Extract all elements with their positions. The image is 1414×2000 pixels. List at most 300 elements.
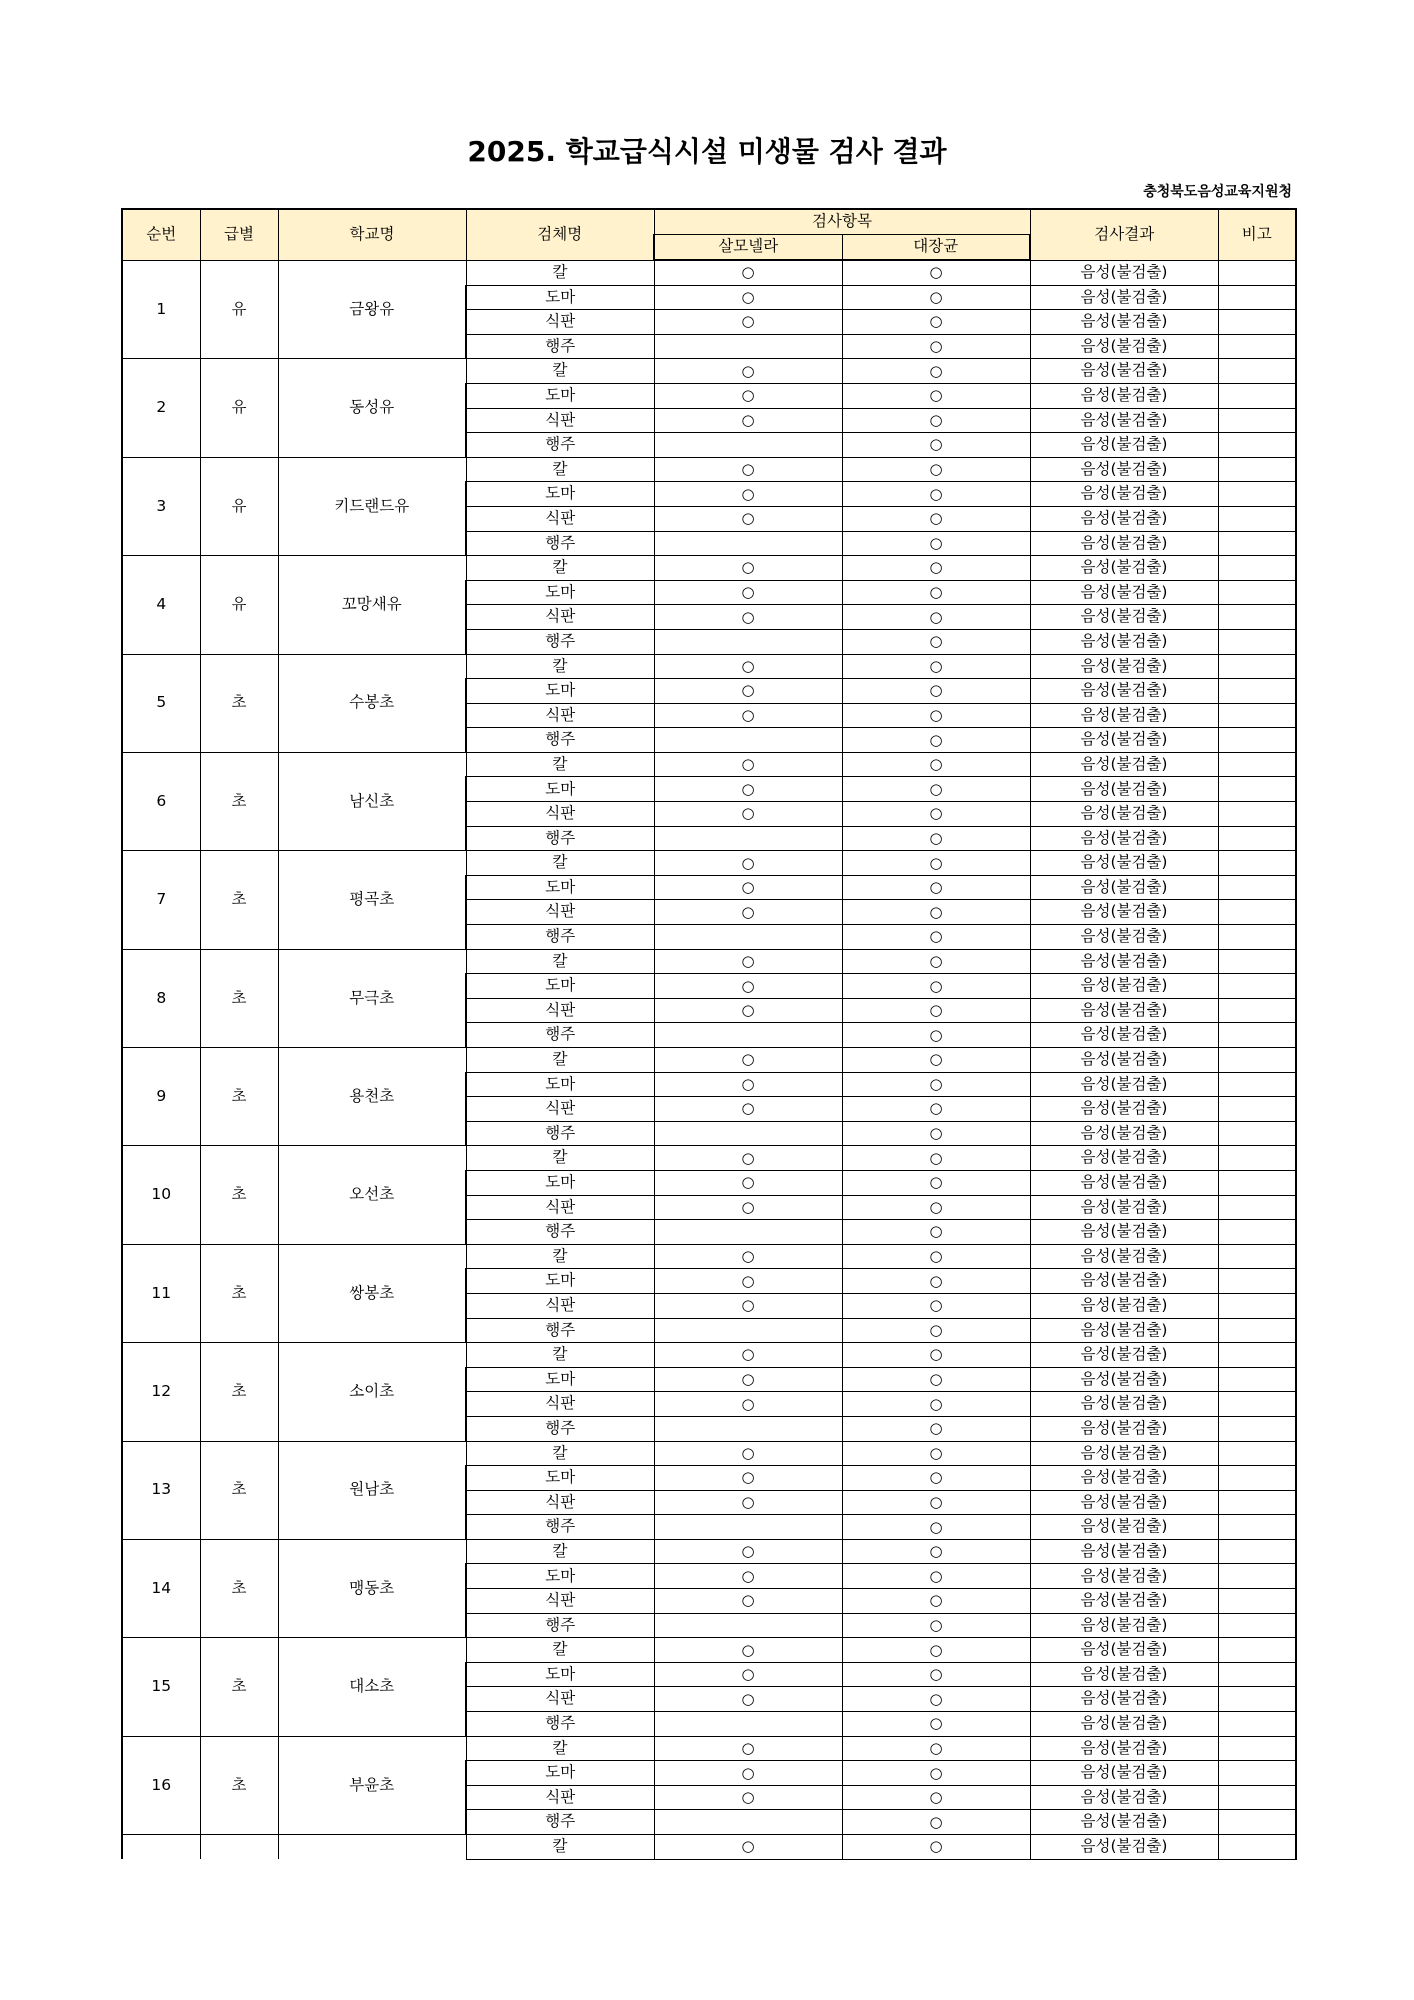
ecoli-mark: ○ (842, 1810, 1030, 1835)
specimen-name: 식판 (466, 1293, 654, 1318)
specimen-name: 칼 (466, 1343, 654, 1368)
note-cell (1218, 482, 1296, 507)
salmonella-mark: ○ (654, 654, 842, 679)
specimen-name: 식판 (466, 1195, 654, 1220)
specimen-name: 식판 (466, 998, 654, 1023)
header-no: 순번 (122, 209, 200, 260)
note-cell (1218, 826, 1296, 851)
result-value: 음성(불검출) (1030, 1293, 1218, 1318)
result-value: 음성(불검출) (1030, 629, 1218, 654)
table-row (122, 1048, 1296, 1073)
note-cell (1218, 310, 1296, 335)
ecoli-mark: ○ (842, 1638, 1030, 1663)
result-value: 음성(불검출) (1030, 925, 1218, 950)
note-cell (1218, 1712, 1296, 1737)
school-name: 오선초 (278, 1146, 466, 1244)
result-value: 음성(불검출) (1030, 1564, 1218, 1589)
table-row (122, 1835, 1296, 1860)
result-value: 음성(불검출) (1030, 998, 1218, 1023)
specimen-name: 행주 (466, 1220, 654, 1245)
ecoli-mark: ○ (842, 1023, 1030, 1048)
ecoli-mark: ○ (842, 728, 1030, 753)
result-value: 음성(불검출) (1030, 1835, 1218, 1860)
note-cell (1218, 1392, 1296, 1417)
salmonella-mark: ○ (654, 1343, 842, 1368)
result-value: 음성(불검출) (1030, 1318, 1218, 1343)
ecoli-mark: ○ (842, 260, 1030, 285)
salmonella-mark: ○ (654, 580, 842, 605)
ecoli-mark: ○ (842, 482, 1030, 507)
salmonella-mark: ○ (654, 1244, 842, 1269)
header-specimen: 검체명 (466, 209, 654, 260)
salmonella-mark: ○ (654, 1367, 842, 1392)
ecoli-mark: ○ (842, 1244, 1030, 1269)
ecoli-mark: ○ (842, 1293, 1030, 1318)
table-row (122, 851, 1296, 876)
ecoli-mark: ○ (842, 998, 1030, 1023)
salmonella-mark: ○ (654, 777, 842, 802)
note-cell (1218, 802, 1296, 827)
salmonella-mark: ○ (654, 1466, 842, 1491)
salmonella-mark: ○ (654, 949, 842, 974)
ecoli-mark: ○ (842, 875, 1030, 900)
school-name: 평곡초 (278, 851, 466, 949)
school-no: 3 (122, 457, 200, 555)
ecoli-mark: ○ (842, 605, 1030, 630)
school-no: 2 (122, 359, 200, 457)
specimen-name: 행주 (466, 1023, 654, 1048)
ecoli-mark: ○ (842, 851, 1030, 876)
ecoli-mark: ○ (842, 1687, 1030, 1712)
result-value: 음성(불검출) (1030, 1343, 1218, 1368)
result-value: 음성(불검출) (1030, 1048, 1218, 1073)
note-cell (1218, 1048, 1296, 1073)
school-no: 15 (122, 1638, 200, 1736)
salmonella-mark: ○ (654, 703, 842, 728)
result-value: 음성(불검출) (1030, 1367, 1218, 1392)
salmonella-mark: ○ (654, 1638, 842, 1663)
specimen-name: 칼 (466, 359, 654, 384)
salmonella-mark: ○ (654, 998, 842, 1023)
salmonella-mark: ○ (654, 408, 842, 433)
school-grade: 유 (200, 260, 278, 359)
table-row (122, 1638, 1296, 1663)
salmonella-mark: ○ (654, 359, 842, 384)
ecoli-mark: ○ (842, 925, 1030, 950)
result-value: 음성(불검출) (1030, 383, 1218, 408)
result-value: 음성(불검출) (1030, 777, 1218, 802)
note-cell (1218, 1343, 1296, 1368)
note-cell (1218, 875, 1296, 900)
ecoli-mark: ○ (842, 1367, 1030, 1392)
school-name: 키드랜드유 (278, 457, 466, 555)
school-name: 꼬망새유 (278, 556, 466, 654)
result-value: 음성(불검출) (1030, 1589, 1218, 1614)
result-value: 음성(불검출) (1030, 531, 1218, 556)
specimen-name: 도마 (466, 1662, 654, 1687)
salmonella-mark: ○ (654, 1736, 842, 1761)
ecoli-mark: ○ (842, 1048, 1030, 1073)
note-cell (1218, 1638, 1296, 1663)
ecoli-mark: ○ (842, 531, 1030, 556)
salmonella-mark: ○ (654, 285, 842, 310)
school-grade: 초 (200, 949, 278, 1047)
note-cell (1218, 1244, 1296, 1269)
ecoli-mark: ○ (842, 556, 1030, 581)
note-cell (1218, 777, 1296, 802)
note-cell (1218, 359, 1296, 384)
specimen-name: 행주 (466, 334, 654, 359)
salmonella-mark: ○ (654, 1662, 842, 1687)
ecoli-mark: ○ (842, 1490, 1030, 1515)
result-value: 음성(불검출) (1030, 1736, 1218, 1761)
salmonella-mark (654, 1416, 842, 1441)
result-value: 음성(불검출) (1030, 802, 1218, 827)
note-cell (1218, 1072, 1296, 1097)
school-name: 무극초 (278, 949, 466, 1047)
salmonella-mark (654, 1613, 842, 1638)
note-cell (1218, 1835, 1296, 1860)
result-value: 음성(불검출) (1030, 1023, 1218, 1048)
specimen-name: 도마 (466, 580, 654, 605)
ecoli-mark: ○ (842, 285, 1030, 310)
specimen-name: 칼 (466, 1736, 654, 1761)
ecoli-mark: ○ (842, 580, 1030, 605)
salmonella-mark: ○ (654, 1589, 842, 1614)
result-value: 음성(불검출) (1030, 1146, 1218, 1171)
specimen-name: 도마 (466, 1564, 654, 1589)
salmonella-mark (654, 1121, 842, 1146)
table-row (122, 1736, 1296, 1761)
result-value: 음성(불검출) (1030, 482, 1218, 507)
ecoli-mark: ○ (842, 1613, 1030, 1638)
ecoli-mark: ○ (842, 654, 1030, 679)
school-no: 6 (122, 752, 200, 850)
ecoli-mark: ○ (842, 383, 1030, 408)
specimen-name: 식판 (466, 605, 654, 630)
note-cell (1218, 1785, 1296, 1810)
salmonella-mark (654, 1810, 842, 1835)
salmonella-mark: ○ (654, 260, 842, 285)
result-value: 음성(불검출) (1030, 851, 1218, 876)
specimen-name: 행주 (466, 1613, 654, 1638)
note-cell (1218, 457, 1296, 482)
specimen-name: 식판 (466, 900, 654, 925)
result-value: 음성(불검출) (1030, 1097, 1218, 1122)
table-row (122, 359, 1296, 384)
ecoli-mark: ○ (842, 1269, 1030, 1294)
result-value: 음성(불검출) (1030, 1072, 1218, 1097)
school-grade: 초 (200, 851, 278, 949)
ecoli-mark: ○ (842, 1220, 1030, 1245)
specimen-name: 칼 (466, 1146, 654, 1171)
ecoli-mark: ○ (842, 802, 1030, 827)
specimen-name: 도마 (466, 383, 654, 408)
note-cell (1218, 1293, 1296, 1318)
result-value: 음성(불검출) (1030, 1785, 1218, 1810)
school-grade: 초 (200, 1048, 278, 1146)
school-name: 대소초 (278, 1638, 466, 1736)
specimen-name: 행주 (466, 1810, 654, 1835)
specimen-name: 식판 (466, 703, 654, 728)
result-value: 음성(불검출) (1030, 826, 1218, 851)
school-name (278, 1835, 466, 1860)
note-cell (1218, 1220, 1296, 1245)
school-grade: 초 (200, 1343, 278, 1441)
ecoli-mark: ○ (842, 777, 1030, 802)
specimen-name: 도마 (466, 679, 654, 704)
note-cell (1218, 1318, 1296, 1343)
table-row (122, 1146, 1296, 1171)
salmonella-mark (654, 433, 842, 458)
result-value: 음성(불검출) (1030, 457, 1218, 482)
salmonella-mark (654, 1220, 842, 1245)
salmonella-mark (654, 826, 842, 851)
salmonella-mark: ○ (654, 1170, 842, 1195)
issuer-label: 충청북도음성교육지원청 (1143, 184, 1292, 200)
salmonella-mark: ○ (654, 1072, 842, 1097)
school-grade: 유 (200, 359, 278, 457)
result-value: 음성(불검출) (1030, 556, 1218, 581)
ecoli-mark: ○ (842, 1564, 1030, 1589)
specimen-name: 칼 (466, 1835, 654, 1860)
ecoli-mark: ○ (842, 949, 1030, 974)
ecoli-mark: ○ (842, 1662, 1030, 1687)
result-value: 음성(불검출) (1030, 875, 1218, 900)
note-cell (1218, 1539, 1296, 1564)
result-value: 음성(불검출) (1030, 506, 1218, 531)
note-cell (1218, 654, 1296, 679)
result-value: 음성(불검출) (1030, 1810, 1218, 1835)
salmonella-mark: ○ (654, 1269, 842, 1294)
note-cell (1218, 1810, 1296, 1835)
specimen-name: 식판 (466, 506, 654, 531)
school-name: 용천초 (278, 1048, 466, 1146)
specimen-name: 칼 (466, 1048, 654, 1073)
specimen-name: 칼 (466, 1638, 654, 1663)
note-cell (1218, 556, 1296, 581)
salmonella-mark (654, 1318, 842, 1343)
note-cell (1218, 949, 1296, 974)
result-value: 음성(불검출) (1030, 949, 1218, 974)
table-row (122, 556, 1296, 581)
note-cell (1218, 383, 1296, 408)
specimen-name: 행주 (466, 433, 654, 458)
note-cell (1218, 1097, 1296, 1122)
result-value: 음성(불검출) (1030, 1662, 1218, 1687)
ecoli-mark: ○ (842, 506, 1030, 531)
specimen-name: 칼 (466, 752, 654, 777)
note-cell (1218, 605, 1296, 630)
result-value: 음성(불검출) (1030, 433, 1218, 458)
school-no (122, 1835, 200, 1860)
specimen-name: 식판 (466, 1392, 654, 1417)
school-grade: 초 (200, 1244, 278, 1342)
result-value: 음성(불검출) (1030, 1687, 1218, 1712)
ecoli-mark: ○ (842, 826, 1030, 851)
note-cell (1218, 703, 1296, 728)
school-grade: 유 (200, 457, 278, 555)
result-value: 음성(불검출) (1030, 1416, 1218, 1441)
salmonella-mark: ○ (654, 1441, 842, 1466)
salmonella-mark: ○ (654, 1146, 842, 1171)
note-cell (1218, 1589, 1296, 1614)
note-cell (1218, 1146, 1296, 1171)
table-row (122, 260, 1296, 285)
result-value: 음성(불검출) (1030, 260, 1218, 285)
note-cell (1218, 260, 1296, 285)
school-no: 5 (122, 654, 200, 752)
specimen-name: 행주 (466, 1416, 654, 1441)
school-name: 원남초 (278, 1441, 466, 1539)
salmonella-mark: ○ (654, 1687, 842, 1712)
salmonella-mark: ○ (654, 1539, 842, 1564)
result-value: 음성(불검출) (1030, 1392, 1218, 1417)
note-cell (1218, 1515, 1296, 1540)
note-cell (1218, 1662, 1296, 1687)
school-grade: 초 (200, 654, 278, 752)
note-cell (1218, 851, 1296, 876)
salmonella-mark: ○ (654, 1761, 842, 1786)
specimen-name: 도마 (466, 875, 654, 900)
salmonella-mark: ○ (654, 310, 842, 335)
result-value: 음성(불검출) (1030, 752, 1218, 777)
result-value: 음성(불검출) (1030, 1761, 1218, 1786)
header-grade: 급별 (200, 209, 278, 260)
salmonella-mark: ○ (654, 1785, 842, 1810)
school-grade (200, 1835, 278, 1860)
note-cell (1218, 925, 1296, 950)
specimen-name: 식판 (466, 408, 654, 433)
note-cell (1218, 1736, 1296, 1761)
results-table (121, 208, 1297, 1860)
school-grade: 초 (200, 1638, 278, 1736)
specimen-name: 도마 (466, 777, 654, 802)
specimen-name: 도마 (466, 285, 654, 310)
ecoli-mark: ○ (842, 1785, 1030, 1810)
result-value: 음성(불검출) (1030, 1220, 1218, 1245)
salmonella-mark: ○ (654, 605, 842, 630)
result-value: 음성(불검출) (1030, 310, 1218, 335)
salmonella-mark (654, 925, 842, 950)
ecoli-mark: ○ (842, 1097, 1030, 1122)
school-grade: 초 (200, 1539, 278, 1637)
note-cell (1218, 1367, 1296, 1392)
note-cell (1218, 974, 1296, 999)
note-cell (1218, 1441, 1296, 1466)
ecoli-mark: ○ (842, 1146, 1030, 1171)
ecoli-mark: ○ (842, 1761, 1030, 1786)
ecoli-mark: ○ (842, 1392, 1030, 1417)
note-cell (1218, 752, 1296, 777)
ecoli-mark: ○ (842, 457, 1030, 482)
note-cell (1218, 629, 1296, 654)
ecoli-mark: ○ (842, 752, 1030, 777)
ecoli-mark: ○ (842, 1515, 1030, 1540)
specimen-name: 칼 (466, 654, 654, 679)
specimen-name: 칼 (466, 949, 654, 974)
ecoli-mark: ○ (842, 1416, 1030, 1441)
specimen-name: 도마 (466, 1072, 654, 1097)
school-grade: 초 (200, 1146, 278, 1244)
ecoli-mark: ○ (842, 629, 1030, 654)
ecoli-mark: ○ (842, 1318, 1030, 1343)
specimen-name: 행주 (466, 728, 654, 753)
school-name: 부윤초 (278, 1736, 466, 1834)
result-value: 음성(불검출) (1030, 703, 1218, 728)
note-cell (1218, 1564, 1296, 1589)
school-grade: 초 (200, 1736, 278, 1834)
result-value: 음성(불검출) (1030, 408, 1218, 433)
salmonella-mark: ○ (654, 1392, 842, 1417)
school-no: 7 (122, 851, 200, 949)
note-cell (1218, 679, 1296, 704)
salmonella-mark (654, 1023, 842, 1048)
salmonella-mark: ○ (654, 1490, 842, 1515)
ecoli-mark: ○ (842, 359, 1030, 384)
page-title: 2025. 학교급식시설 미생물 검사 결과 (467, 135, 947, 168)
note-cell (1218, 1416, 1296, 1441)
result-value: 음성(불검출) (1030, 1539, 1218, 1564)
salmonella-mark: ○ (654, 851, 842, 876)
school-name: 수봉초 (278, 654, 466, 752)
salmonella-mark: ○ (654, 1293, 842, 1318)
note-cell (1218, 1170, 1296, 1195)
specimen-name: 식판 (466, 1097, 654, 1122)
result-value: 음성(불검출) (1030, 1170, 1218, 1195)
salmonella-mark: ○ (654, 1097, 842, 1122)
note-cell (1218, 1121, 1296, 1146)
school-name: 남신초 (278, 752, 466, 850)
note-cell (1218, 531, 1296, 556)
salmonella-mark (654, 728, 842, 753)
school-name: 쌍봉초 (278, 1244, 466, 1342)
school-name: 맹동초 (278, 1539, 466, 1637)
salmonella-mark: ○ (654, 506, 842, 531)
table-row (122, 949, 1296, 974)
specimen-name: 행주 (466, 1121, 654, 1146)
specimen-name: 도마 (466, 1761, 654, 1786)
result-value: 음성(불검출) (1030, 1441, 1218, 1466)
salmonella-mark: ○ (654, 802, 842, 827)
salmonella-mark: ○ (654, 556, 842, 581)
result-value: 음성(불검출) (1030, 1466, 1218, 1491)
note-cell (1218, 1269, 1296, 1294)
specimen-name: 행주 (466, 1712, 654, 1737)
result-value: 음성(불검출) (1030, 1269, 1218, 1294)
table-body (122, 260, 1296, 1859)
school-no: 4 (122, 556, 200, 654)
result-value: 음성(불검출) (1030, 900, 1218, 925)
specimen-name: 칼 (466, 556, 654, 581)
result-value: 음성(불검출) (1030, 728, 1218, 753)
result-value: 음성(불검출) (1030, 1613, 1218, 1638)
school-no: 13 (122, 1441, 200, 1539)
school-grade: 유 (200, 556, 278, 654)
note-cell (1218, 1023, 1296, 1048)
note-cell (1218, 433, 1296, 458)
school-name: 금왕유 (278, 260, 466, 359)
specimen-name: 칼 (466, 1441, 654, 1466)
ecoli-mark: ○ (842, 974, 1030, 999)
note-cell (1218, 1466, 1296, 1491)
header-result: 검사결과 (1030, 209, 1218, 260)
specimen-name: 도마 (466, 482, 654, 507)
specimen-name: 행주 (466, 629, 654, 654)
salmonella-mark (654, 334, 842, 359)
ecoli-mark: ○ (842, 1712, 1030, 1737)
specimen-name: 식판 (466, 1490, 654, 1515)
